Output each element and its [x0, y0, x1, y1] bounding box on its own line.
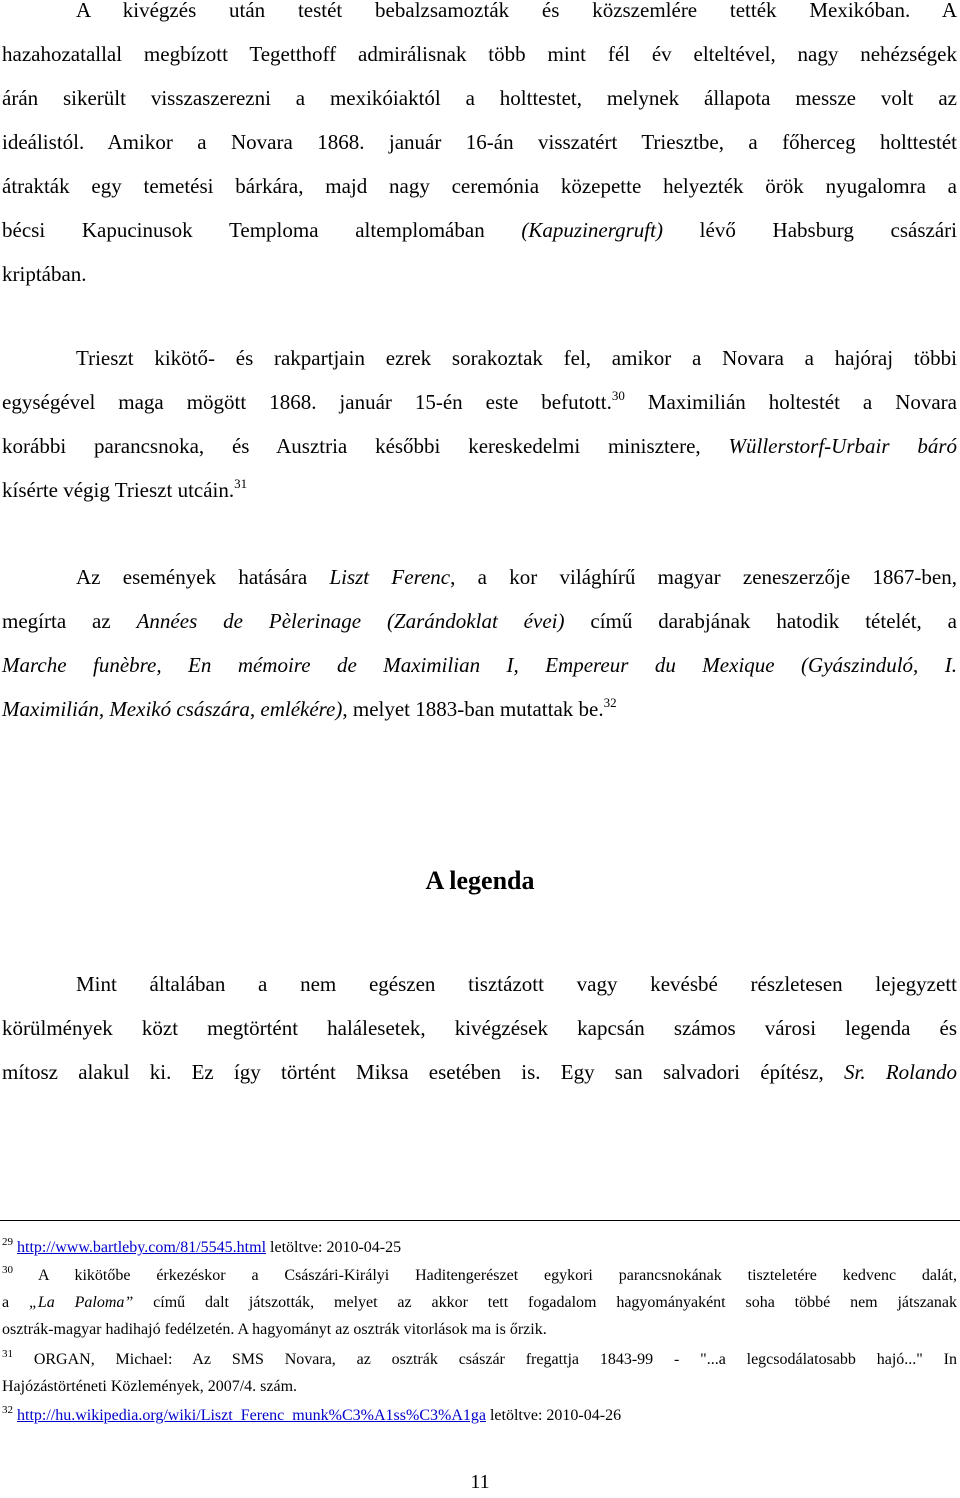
text-line: hazahozatallal megbízott Tegetthoff admirálisnak több mint fél év elteltével, nagy nehézségek	[2, 42, 957, 66]
text-line	[2, 555, 957, 599]
text-line	[2, 380, 957, 424]
text-line: körülmények közt megtörtént halálesetek, kivégzések kapcsán számos városi legenda és	[2, 1016, 957, 1040]
text-segment: kísérte végig Trieszt utcáin.	[2, 478, 235, 502]
text-segment: lévő Habsburg császári	[662, 218, 957, 242]
text-segment: mítosz alakul ki. Ez így történt Miksa esetében is. Egy san salvadori építész,	[2, 1060, 845, 1084]
text-line: ideálistól. Amikor a Novara 1868. január 16-án visszatért Triesztbe, a főherceg holttestét	[2, 130, 957, 154]
text-segment: Maximilián holtestét a Novara	[624, 390, 957, 414]
section-heading: A legenda	[425, 866, 535, 895]
italic-title: Années de Pèlerinage (Zarándoklat évei)	[136, 609, 565, 633]
footnote-number: 30	[2, 1264, 13, 1276]
text-line: A kivégzés után testét bebalzsamozták és közszemlére tették Mexikóban. A	[76, 0, 957, 22]
footnote-link[interactable]: http://hu.wikipedia.org/wiki/Liszt_Ferenc_munk%C3%A1ss%C3%A1ga	[17, 1407, 486, 1424]
footnote-31	[2, 1346, 957, 1400]
text-segment: egységével maga mögött 1868. január 15-én este befutott.	[2, 390, 612, 414]
footnote-32	[2, 1402, 957, 1429]
text-line: árán sikerült visszaszerezni a mexikóiaktól a holttestet, melynek állapota messze volt az	[2, 86, 957, 110]
footnote-line	[2, 1234, 957, 1261]
footnote-line: Hajózástörténeti Közlemények, 2007/4. szám.	[2, 1378, 298, 1395]
footnote-29	[2, 1234, 957, 1261]
text-line: Mint általában a nem egészen tisztázott vagy kevésbé részletesen lejegyzett	[76, 972, 957, 996]
footnote-line: osztrák-magyar hadihajó fedélzetén. A hagyományt az osztrák vitorlások ma is őrzik.	[2, 1321, 547, 1338]
text-line: Trieszt kikötő- és rakpartjain ezrek sorakoztak fel, amikor a Novara a hajóraj többi	[76, 346, 957, 370]
italic-title: „La Paloma”	[28, 1294, 134, 1311]
footnote-ref-31[interactable]: 31	[234, 476, 248, 491]
footnote-ref-32[interactable]: 32	[603, 695, 617, 710]
text-line: kriptában.	[2, 262, 87, 286]
footnote-number: 32	[2, 1404, 13, 1416]
paragraph-embalming	[2, 0, 957, 296]
footnote-line	[2, 1289, 957, 1316]
text-segment: letöltve: 2010-04-25	[266, 1239, 402, 1256]
paragraph-trieste	[2, 336, 957, 512]
text-line	[2, 643, 957, 687]
text-segment: Az események hatására	[76, 565, 330, 589]
text-segment: című dalt játszották, melyet az akkor tett fogadalom hagyományaként soha többé nem játszanak	[133, 1294, 957, 1311]
italic-term: (Kapuzinergruft)	[521, 218, 663, 242]
text-segment: a	[2, 1294, 29, 1311]
footnote-number: 29	[2, 1236, 13, 1248]
footnote-ref-30[interactable]: 30	[611, 388, 625, 403]
text-line	[2, 424, 957, 468]
text-segment: A kikötőbe érkezéskor a Császári-Királyi Haditengerészet egykori parancsnokának tiszteletére kedvenc dalát,	[13, 1267, 957, 1284]
page-number: 11	[470, 1471, 490, 1493]
italic-title: Maximilián, Mexikó császára, emlékére)	[2, 697, 343, 721]
text-segment: című darabjának hatodik tételét, a	[564, 609, 958, 633]
footnote-separator	[0, 1220, 960, 1221]
text-segment: , melyet 1883-ban mutattak be.	[342, 697, 604, 721]
footnote-number: 31	[2, 1348, 13, 1360]
text-segment: megírta az	[2, 609, 137, 633]
paragraph-legend	[2, 962, 957, 1094]
text-segment: , a kor világhírű magyar zeneszerzője 1867-ben,	[450, 565, 957, 589]
italic-title: Marche funèbre, En mémoire de Maximilian I, Empereur du Mexique (Gyászinduló, I.	[2, 653, 957, 677]
text-line	[2, 208, 957, 252]
italic-name: Liszt Ferenc	[329, 565, 451, 589]
footnote-line	[2, 1262, 957, 1289]
italic-name: Sr. Rolando	[844, 1060, 957, 1084]
footnote-link[interactable]: http://www.bartleby.com/81/5545.html	[17, 1239, 267, 1256]
text-line	[2, 687, 957, 731]
text-segment: bécsi Kapucinusok Temploma altemplomában	[2, 218, 522, 242]
italic-name: Wüllerstorf-Urbair báró	[728, 434, 957, 458]
footnote-line	[2, 1346, 957, 1373]
text-segment: letöltve: 2010-04-26	[485, 1407, 622, 1424]
text-line	[2, 599, 957, 643]
text-segment: ORGAN, Michael: Az SMS Novara, az osztrák császár fregattja 1843-99 - "...a legcsodálatosabb hajó..." In	[13, 1351, 957, 1368]
paragraph-liszt	[2, 555, 957, 731]
text-line	[2, 468, 957, 512]
footnote-line	[2, 1402, 957, 1429]
text-line	[2, 1050, 957, 1094]
text-segment: korábbi parancsnoka, és Ausztria későbbi kereskedelmi minisztere,	[2, 434, 729, 458]
text-line: átrakták egy temetési bárkára, majd nagy ceremónia közepette helyezték örök nyugalomra a	[2, 174, 957, 198]
footnote-30	[2, 1262, 957, 1343]
